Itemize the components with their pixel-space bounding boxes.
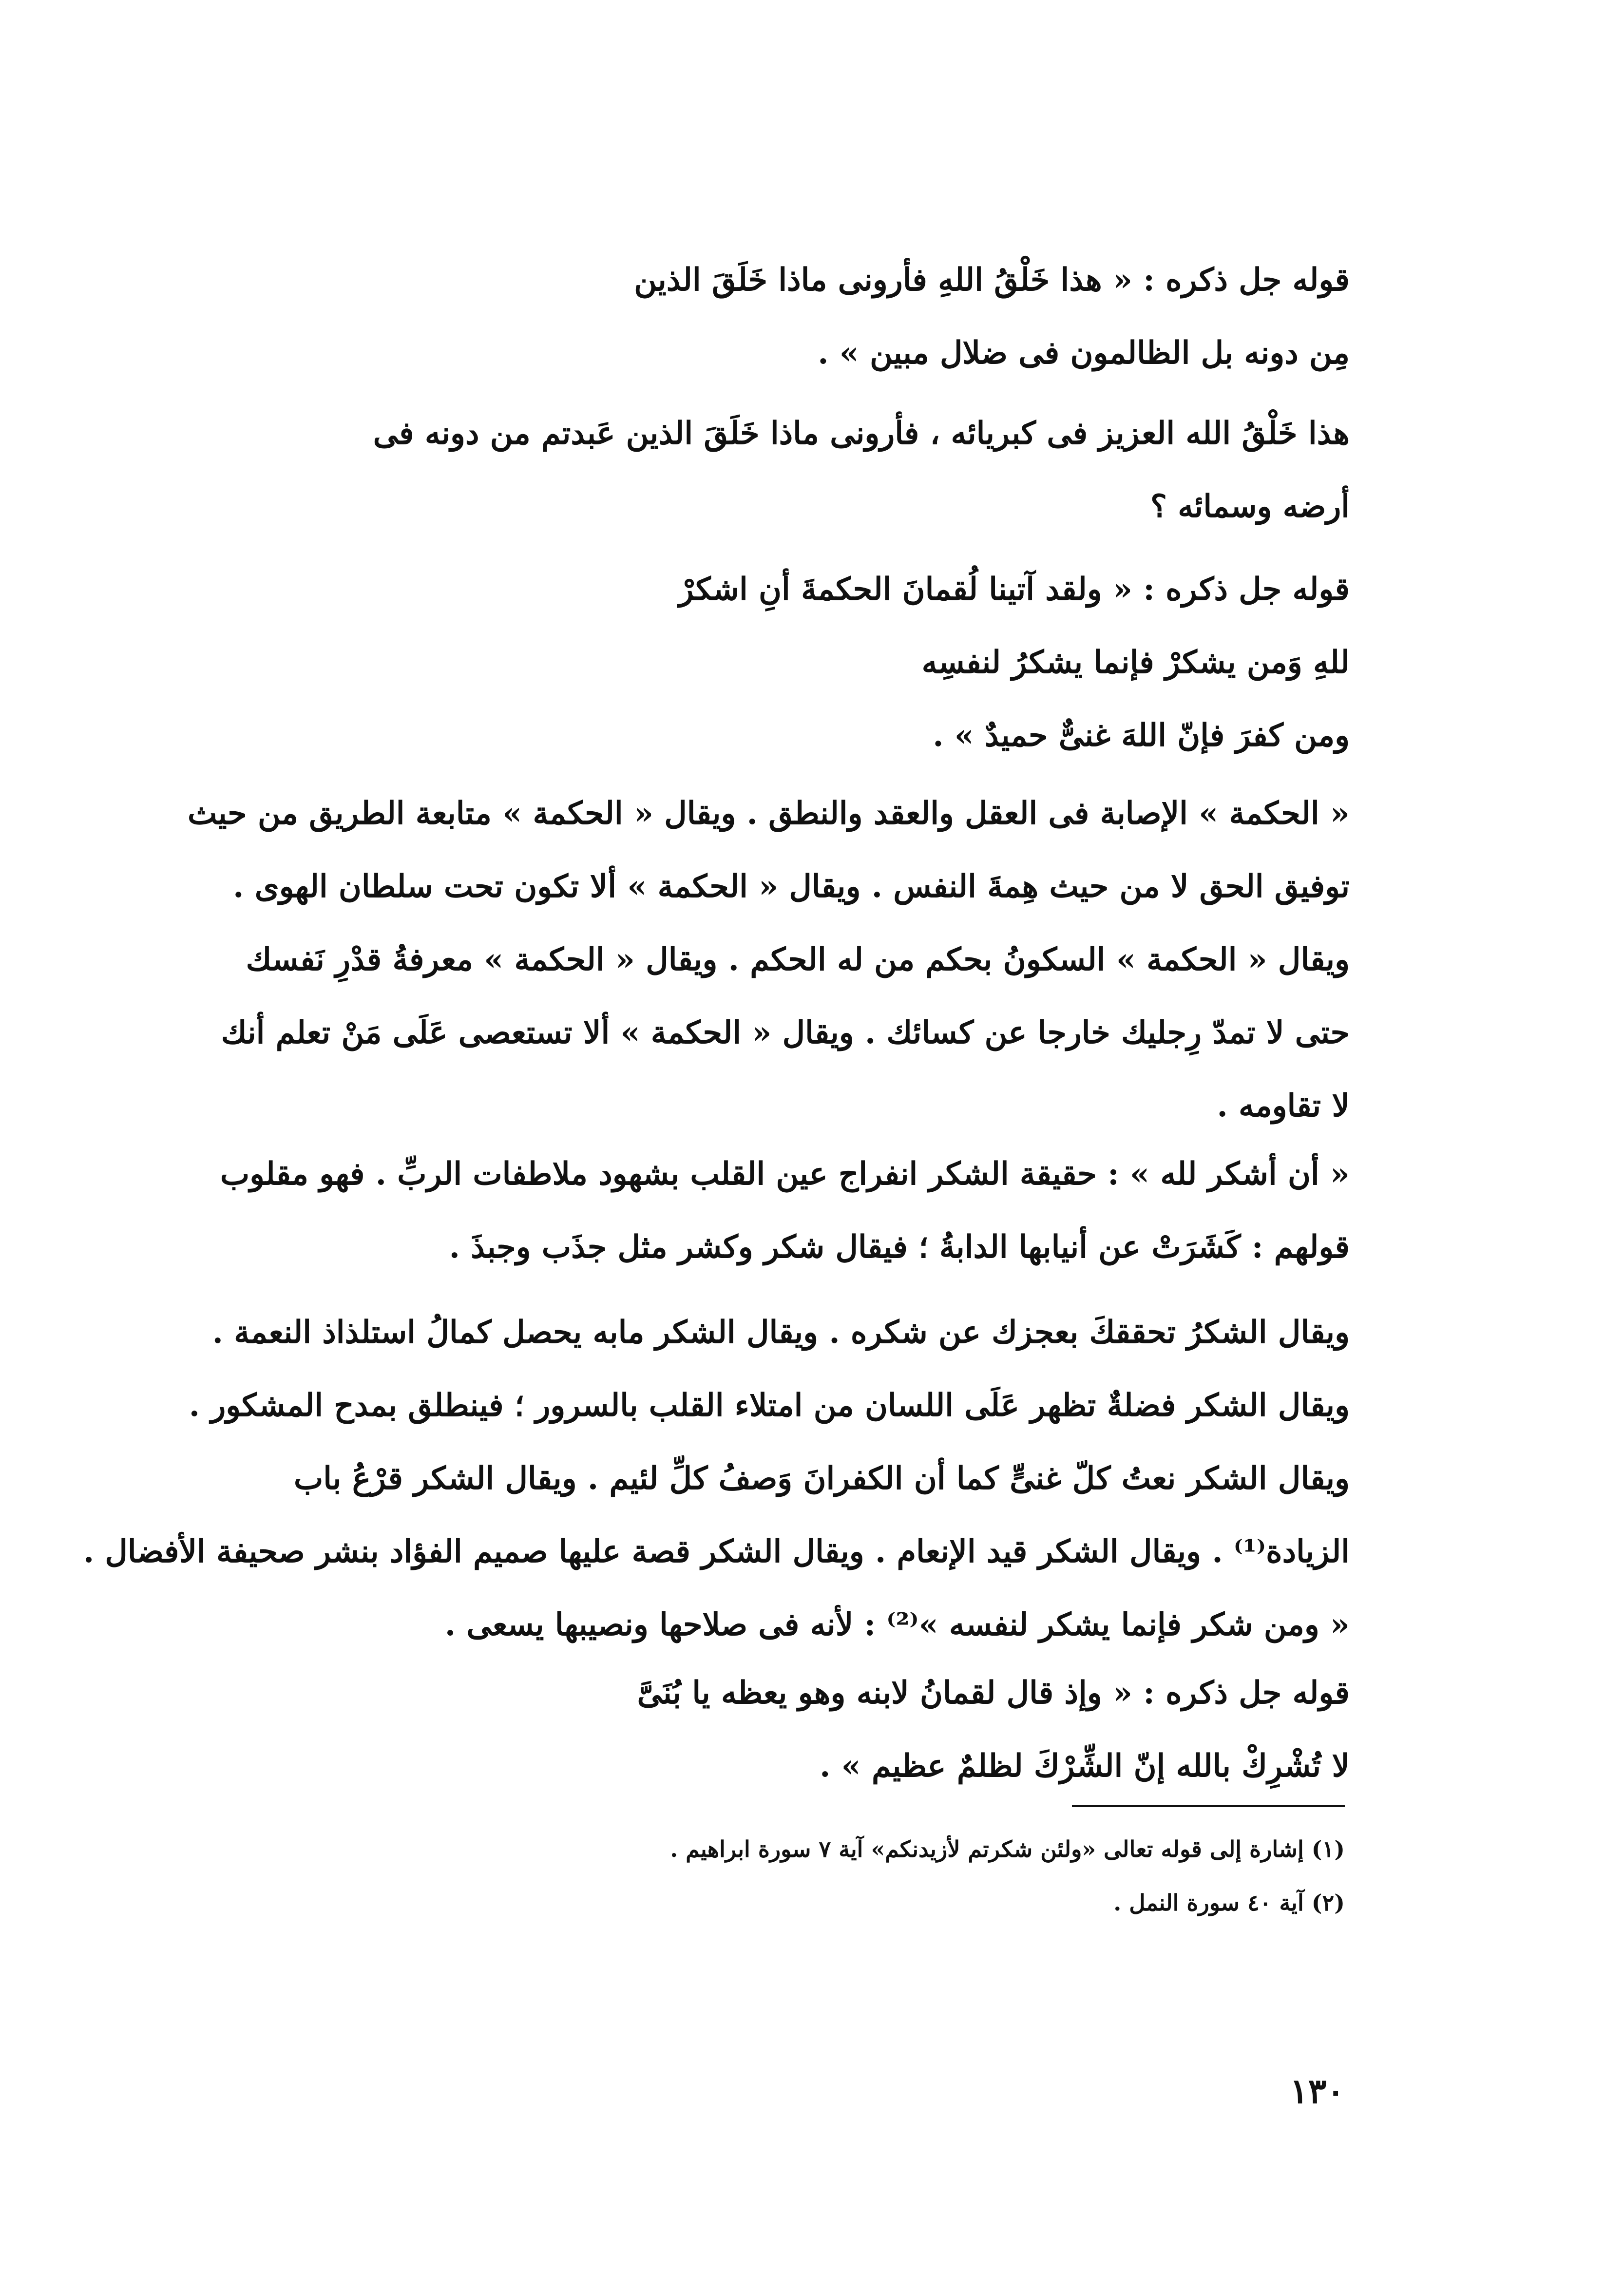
text-line: « الحكمة » الإصابة فى العقل والعقد والنطق . ويقال « الحكمة » متابعة الطريق من حيث: [187, 795, 1350, 832]
commentary-paragraph-2: [187, 777, 1350, 1143]
verse-block-1: [273, 244, 1350, 390]
footnote: (١) إشارة إلى قوله تعالى «ولئن شكرتم لأزيدنكم» آية ٧ سورة ابراهيم .: [670, 1836, 1345, 1862]
text-line: ويقال الشكرُ تحققكَ بعجزك عن شكره . ويقال الشكر مابه يحصل كمالُ استلذاذ النعمة .: [212, 1314, 1350, 1351]
text-line: هذا خَلْقُ الله العزيز فى كبريائه ، فأرونى ماذا خَلَقَ الذين عَبدتم من دونه فى: [373, 415, 1350, 452]
commentary-paragraph-1: [273, 397, 1350, 543]
text-line: الزيادة⁽¹⁾ . ويقال الشكر قيد الإنعام . ويقال الشكر قصة عليها صميم الفؤاد بنشر صحيفة الأفضال .: [83, 1533, 1350, 1570]
text-line: ويقال الشكر فضلةٌ تظهر عَلَى اللسان من امتلاء القلب بالسرور ؛ فينطلق بمدح المشكور .: [189, 1387, 1350, 1424]
text-line: قولهم : كَشَرَتْ عن أنيابها الدابةُ ؛ فيقال شكر وكشر مثل جذَب وجبذَ .: [449, 1229, 1350, 1265]
verse-line: مِن دونه بل الظالمون فى ضلال مبين » .: [818, 335, 1350, 371]
verse-block-2: [273, 553, 1350, 772]
commentary-paragraph-4: [83, 1296, 1350, 1661]
verse-line: ومن كفرَ فإنّ اللهَ غنىٌّ حميدٌ » .: [933, 717, 1350, 754]
text-line: ويقال الشكر نعتُ كلّ غنىٍّ كما أن الكفرانَ وَصفُ كلِّ لئيم . ويقال الشكر قرْعُ باب: [294, 1460, 1350, 1497]
text-line: ويقال « الحكمة » السكونُ بحكم من له الحكم . ويقال « الحكمة » معرفةُ قدْرِ نَفسك: [246, 941, 1350, 978]
footnotes: [585, 1822, 1345, 1929]
text-line: أرضه وسمائه ؟: [1150, 488, 1350, 525]
text-line: « ومن شكر فإنما يشكر لنفسه »⁽²⁾ : لأنه فى صلاحها ونصيبها يسعى .: [444, 1606, 1350, 1643]
footnote: (٢) آية ٤٠ سورة النمل .: [1113, 1890, 1345, 1916]
footnote-divider: [1072, 1805, 1345, 1807]
verse-line: قوله جل ذكره : « وإذ قال لقمانُ لابنه وهو يعظه يا بُنَىَّ: [637, 1675, 1350, 1711]
text-line: « أن أشكر لله » : حقيقة الشكر انفراج عين القلب بشهود ملاطفات الربِّ . فهو مقلوب: [220, 1156, 1350, 1192]
text-line: حتى لا تمدّ رِجليك خارجا عن كسائك . ويقال « الحكمة » ألا تستعصى عَلَى مَنْ تعلم أنك: [221, 1014, 1350, 1051]
text-line: توفيق الحق لا من حيث هِمةَ النفس . ويقال « الحكمة » ألا تكون تحت سلطان الهوى .: [233, 868, 1350, 905]
verse-line: قوله جل ذكره : « ولقد آتينا لُقمانَ الحكمةَ أنِ اشكرْ: [678, 571, 1350, 608]
verse-block-3: [273, 1657, 1350, 1803]
verse-line: لا تُشْرِكْ بالله إنّ الشِّرْكَ لظلمٌ عظيم » .: [820, 1748, 1350, 1784]
commentary-paragraph-3: [220, 1138, 1350, 1284]
verse-line: للهِ وَمن يشكرْ فإنما يشكرُ لنفسِه: [921, 644, 1350, 681]
text-line: لا تقاومه .: [1217, 1088, 1350, 1124]
page-number: ١٣٠: [1290, 2071, 1345, 2111]
verse-line: قوله جل ذكره : « هذا خَلْقُ اللهِ فأرونى ماذا خَلَقَ الذين: [634, 262, 1350, 298]
